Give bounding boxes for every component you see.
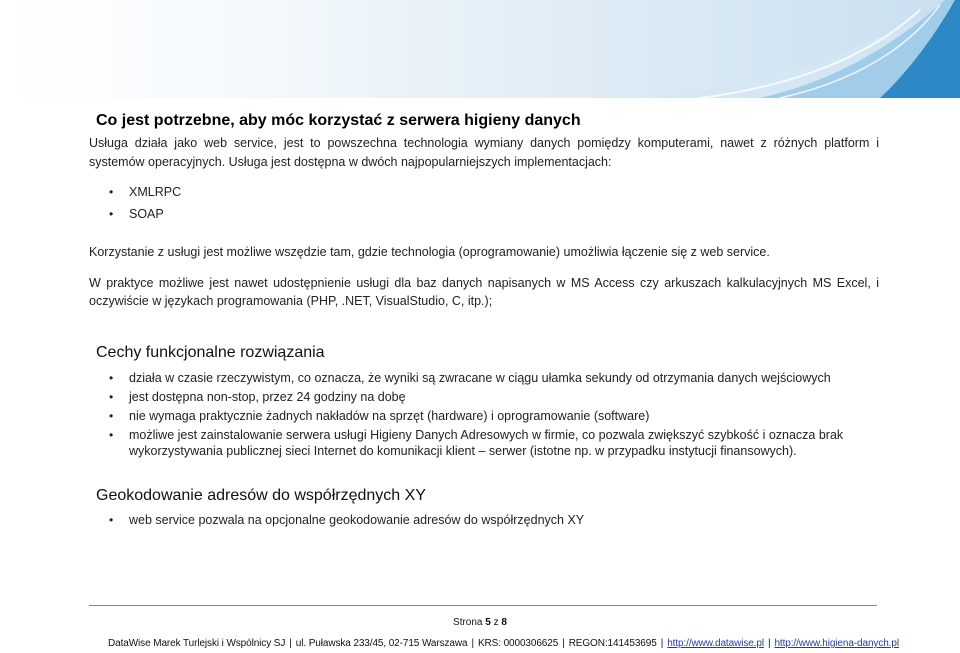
section-title: Co jest potrzebne, aby móc korzystać z serwera higieny danych (96, 112, 581, 129)
separator: | (767, 638, 771, 649)
features-list (89, 370, 879, 459)
higiena-danych-link[interactable]: http://www.higiena-danych.pl (774, 638, 899, 649)
page-number (0, 617, 960, 628)
page-total: 8 (501, 617, 507, 628)
list-item: • web service pozwala na opcjonalne geokodowanie adresów do współrzędnych XY (89, 512, 879, 528)
footer-company-info (108, 638, 899, 649)
list-item: • jest dostępna non-stop, przez 24 godziny na dobę (89, 389, 879, 405)
datawise-link[interactable]: http://www.datawise.pl (667, 638, 764, 649)
footer-divider (89, 605, 877, 606)
company-address: ul. Puławska 233/45, 02-715 Warszawa (295, 638, 468, 649)
list-item: • SOAP (89, 204, 879, 226)
paragraph: W praktyce możliwe jest nawet udostępnienie usługi dla baz danych napisanych w MS Access czy arkuszach kalkulacyjnych MS Excel, i oczywiście w językach programowania (PHP, .NET, VisualStudio, C, itp.); (89, 275, 879, 308)
geocoding-list (89, 512, 879, 528)
regon-number: REGON:141453695 (568, 638, 657, 649)
section-title: Cechy funkcjonalne rozwiązania (96, 343, 325, 361)
header-wave-graphic (0, 0, 960, 98)
separator: | (660, 638, 664, 649)
page-of: z (493, 617, 499, 628)
page-prefix: Strona (453, 617, 483, 628)
list-item: • działa w czasie rzeczywistym, co oznacza, że wyniki są zwracane w ciągu ułamka sekundy od otrzymania danych wejściowych (89, 370, 879, 386)
document-body (89, 112, 879, 531)
separator: | (471, 638, 474, 649)
list-item: • możliwe jest zainstalowanie serwera usługi Higieny Danych Adresowych w firmie, co pozwala zwiększyć szybkość i oznacza brak wykorzystywania publicznej sieci Internet do komunikacji klient – serwer (istotne np. w przypadku instytucji finansowych). (89, 427, 879, 459)
company-name: DataWise Marek Turlejski i Wspólnicy SJ (108, 638, 286, 649)
list-item: • XMLRPC (89, 182, 879, 204)
separator: | (562, 638, 565, 649)
list-item: • nie wymaga praktycznie żadnych nakładów na sprzęt (hardware) i oprogramowanie (software) (89, 408, 879, 424)
header-banner (0, 0, 960, 98)
paragraph: Usługa działa jako web service, jest to powszechna technologia wymiany danych pomiędzy komputerami, nawet z różnych platform i systemów operacyjnych. Usługa jest dostępna w dwóch najpopularniejszych implementacjach: (89, 136, 879, 169)
page-current: 5 (485, 617, 491, 628)
krs-number: KRS: 0000306625 (477, 638, 559, 649)
paragraph: Korzystanie z usługi jest możliwe wszędzie tam, gdzie technologia (oprogramowanie) umożliwia łączenie się z web service. (89, 245, 770, 259)
separator: | (289, 638, 292, 649)
implementations-list (89, 182, 879, 226)
section-title: Geokodowanie adresów do współrzędnych XY (96, 486, 426, 504)
